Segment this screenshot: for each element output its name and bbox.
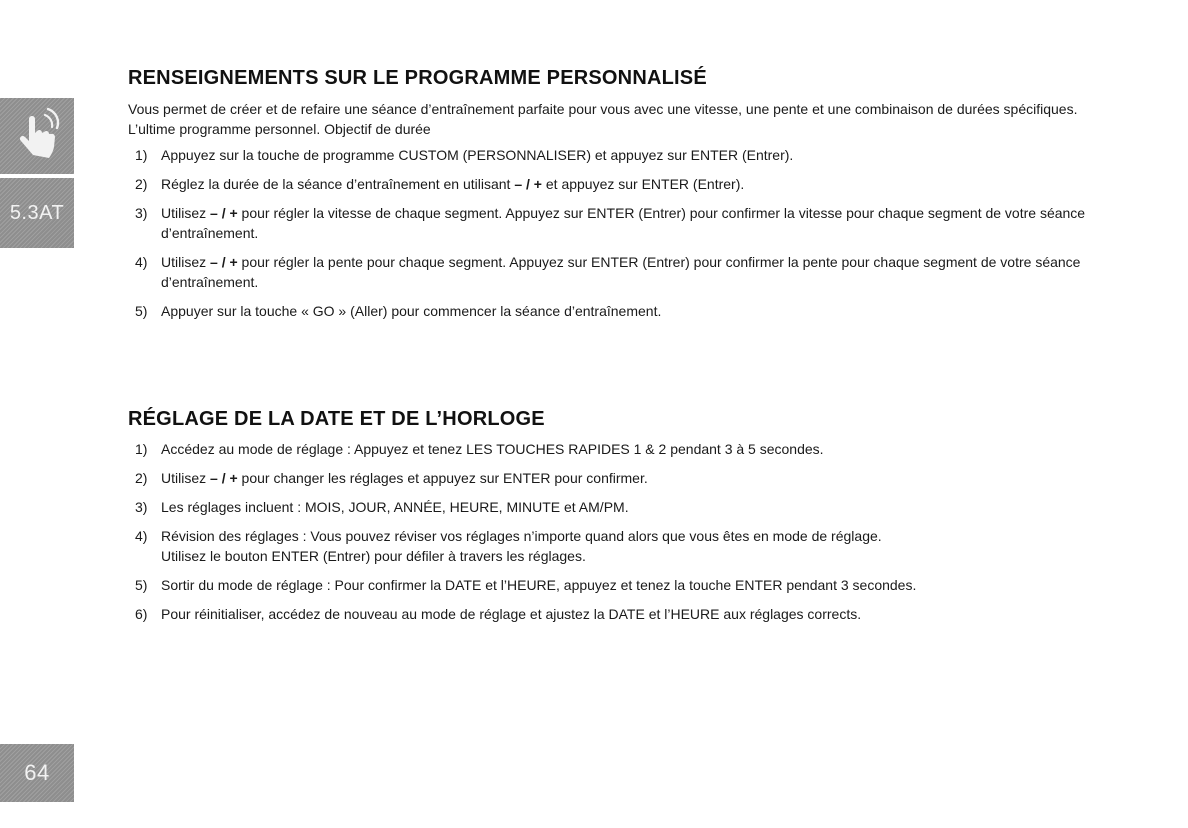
page-number: 64	[24, 760, 50, 785]
section-title: RENSEIGNEMENTS SUR LE PROGRAMME PERSONNALISÉ	[128, 67, 707, 89]
custom-program-section	[128, 64, 1118, 321]
steps-list	[128, 145, 1118, 321]
list-item: 1) Appuyez sur la touche de programme CUSTOM (PERSONNALISER) et appuyez sur ENTER (Entrer).	[135, 147, 794, 163]
steps-list	[128, 439, 1118, 624]
touch-hand-icon	[7, 103, 67, 170]
list-item: 3) Utilisez – / + pour régler la vitesse de chaque segment. Appuyez sur ENTER (Entrer) pour confirmer la vitesse pour chaque segment de votre séance d’entraînement.	[135, 205, 1086, 241]
list-item: 6) Pour réinitialiser, accédez de nouveau au mode de réglage et ajustez la DATE et l’HEURE aux réglages corrects.	[135, 606, 862, 622]
section-intro: Vous permet de créer et de refaire une séance d’entraînement parfaite pour vous avec une vitesse, une pente et une combinaison de durées spécifiques. L’ultime programme personnel. Objectif de durée	[128, 101, 1078, 137]
touch-tab	[0, 98, 74, 174]
list-item: 4) Utilisez – / + pour régler la pente pour chaque segment. Appuyez sur ENTER (Entrer) pour confirmer la pente pour chaque segment de votre séance d’entraînement.	[135, 254, 1081, 290]
page-number-tab	[0, 744, 74, 802]
list-item: 2) Utilisez – / + pour changer les réglages et appuyez sur ENTER pour confirmer.	[135, 470, 648, 486]
page-content	[128, 64, 1118, 633]
list-item: 1) Accédez au mode de réglage : Appuyez et tenez LES TOUCHES RAPIDES 1 & 2 pendant 3 à 5 secondes.	[135, 441, 824, 457]
list-item: 5) Appuyer sur la touche « GO » (Aller) pour commencer la séance d’entraînement.	[135, 303, 662, 319]
section-title: RÉGLAGE DE LA DATE ET DE L’HORLOGE	[128, 408, 545, 430]
list-item: 4) Révision des réglages : Vous pouvez réviser vos réglages n’importe quand alors que vous êtes en mode de réglage. Utilisez le bouton ENTER (Entrer) pour défiler à travers les réglages.	[135, 528, 882, 564]
list-item: 3) Les réglages incluent : MOIS, JOUR, ANNÉE, HEURE, MINUTE et AM/PM.	[135, 499, 629, 515]
list-item: 2) Réglez la durée de la séance d’entraînement en utilisant – / + et appuyez sur ENTER (Entrer).	[135, 176, 745, 192]
model-tab	[0, 178, 74, 248]
date-clock-section	[128, 405, 1118, 624]
list-item: 5) Sortir du mode de réglage : Pour confirmer la DATE et l’HEURE, appuyez et tenez la touche ENTER pendant 3 secondes.	[135, 577, 917, 593]
model-label: 5.3AT	[9, 201, 65, 224]
